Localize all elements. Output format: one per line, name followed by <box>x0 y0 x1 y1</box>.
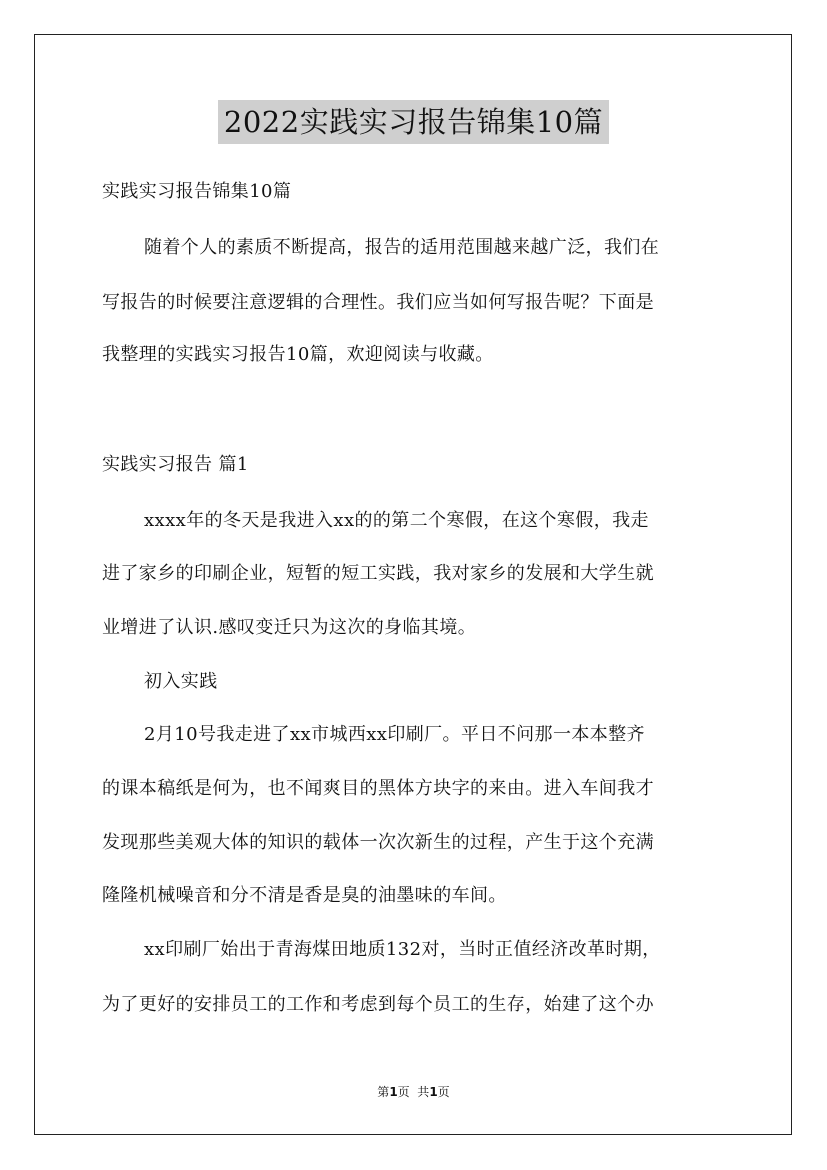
footer-page-prefix: 第 <box>377 1085 390 1099</box>
page-footer <box>0 1083 827 1100</box>
subtitle-line: 实践实习报告锦集10篇 <box>102 181 292 202</box>
paragraph-line: 为了更好的安排员工的工作和考虑到每个员工的生存，始建了这个办 <box>102 994 654 1015</box>
paragraph-line: xxxx年的冬天是我进入xx的的第二个寒假，在这个寒假，我走 <box>144 510 649 531</box>
paragraph-line: 发现那些美观大体的知识的载体一次次新生的过程，产生于这个充满 <box>102 832 654 853</box>
document-title: 2022实践实习报告锦集10篇 <box>218 100 609 144</box>
paragraph-line: 我整理的实践实习报告10篇，欢迎阅读与收藏。 <box>102 344 494 365</box>
paragraph-line: 进了家乡的印刷企业，短暂的短工实践，我对家乡的发展和大学生就 <box>102 563 654 584</box>
footer-page-mid: 页 共 <box>397 1085 430 1099</box>
footer-page-current: 1 <box>389 1085 398 1099</box>
section-heading: 实践实习报告 篇1 <box>102 454 249 475</box>
footer-page-total: 1 <box>429 1085 438 1099</box>
paragraph-line: 2月10号我走进了xx市城西xx印刷厂。平日不问那一本本整齐 <box>144 724 645 745</box>
subheading-line: 初入实践 <box>144 671 218 692</box>
paragraph-line: 隆隆机械噪音和分不清是香是臭的油墨味的车间。 <box>102 885 507 906</box>
footer-page-suffix: 页 <box>437 1085 450 1099</box>
paragraph-line: 写报告的时候要注意逻辑的合理性。我们应当如何写报告呢？下面是 <box>102 292 654 313</box>
paragraph-line: 随着个人的素质不断提高，报告的适用范围越来越广泛，我们在 <box>144 237 660 258</box>
title-container <box>0 100 827 144</box>
paragraph-line: 业增进了认识.感叹变迁只为这次的身临其境。 <box>102 617 477 638</box>
paragraph-line: 的课本稿纸是何为，也不闻爽目的黑体方块字的来由。进入车间我才 <box>102 778 654 799</box>
paragraph-line: xx印刷厂始出于青海煤田地质132对，当时正值经济改革时期， <box>144 939 661 960</box>
